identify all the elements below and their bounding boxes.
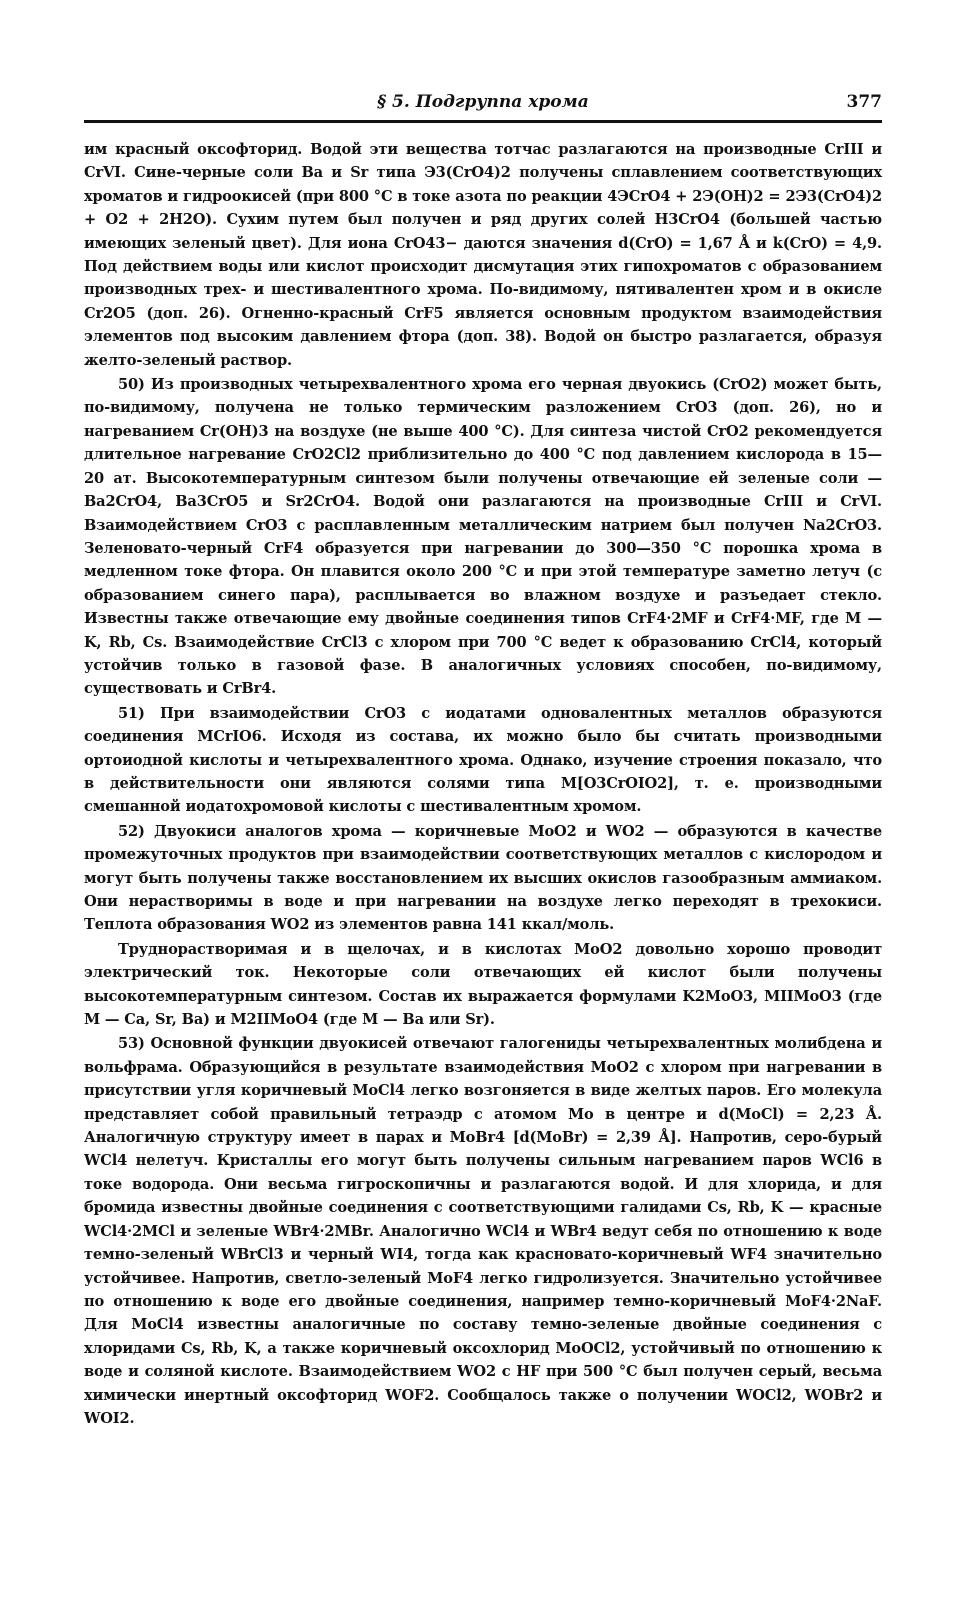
paragraph-note-52: 52) Двуокиси аналогов хрома — коричневые MoO2 и WO2 — образуются в качестве промежуточных продуктов при взаимодействии соответствующих металлов с кислородом и могут быть получены также восстановлением их высших окислов газообразным аммиаком. Они нерастворимы в воде и при нагревании на воздухе легко переходят в трехокиси. Теплота образования WO2 из элементов равна 141 ккал/моль.	[84, 822, 882, 934]
header-rule	[84, 120, 882, 123]
paragraph-note-51: 51) При взаимодействии CrO3 с иодатами одновалентных металлов образуются соединения MCrIO6. Исходя из состава, их можно было бы считать производными ортоиодной кислоты и четырехвалентного хрома. Однако, изучение строения показало, что в действительности они являются солями типа M[O3CrOIO2], т. е. производными смешанной иодатохромовой кислоты с шестивалентным хромом.	[84, 704, 882, 816]
paragraph-note-53: 53) Основной функции двуокисей отвечают галогениды четырехвалентных молибдена и вольфрама. Образующийся в результате взаимодействия MoO2 с хлором при нагревании в присутствии угля коричневый MoCl4 легко возгоняется в виде желтых паров. Его молекула представляет собой правильный тетраэдр с атомом Mo в центре и d(MoCl) = 2,23 Å. Аналогичную структуру имеет в парах и MoBr4 [d(MoBr) = 2,39 Å]. Напротив, серо-бурый WCl4 нелетуч. Кристаллы его могут быть получены сильным нагреванием паров WCl6 в токе водорода. Они весьма гигроскопичны и разлагаются водой. И для хлорида, и для бромида известны двойные соединения с соответствующими галидами Cs, Rb, K — красные WCl4·2MCl и зеленые WBr4·2MBr. Аналогично WCl4 и WBr4 ведут себя по отношению к воде темно-зеленый WBrCl3 и черный WI4, тогда как красновато-коричневый WF4 значительно устойчивее. Напротив, светло-зеленый MoF4 легко гидролизуется. Значительно устойчивее по отношению к воде его двойные соединения, например темно-коричневый MoF4·2NaF. Для MoCl4 известны аналогичные по составу темно-зеленые двойные соединения с хлоридами Cs, Rb, K, а также коричневый оксохлорид MoOCl2, устойчивый по отношению к воде и соляной кислоте. Взаимодействием WO2 с HF при 500 °С был получен серый, весьма химически инертный оксофторид WOF2. Сообщалось также о получении WOCl2, WOBr2 и WOI2.	[84, 1035, 882, 1427]
page-header	[84, 88, 882, 120]
paragraph-continuation: им красный оксофторид. Водой эти вещества тотчас разлагаются на производные CrIII и CrVI. Сине-черные соли Ba и Sr типа Э3(CrO4)2 получены сплавлением соответствующих хроматов и гидроокисей (при 800 °С в токе азота по реакции 4ЭCrO4 + 2Э(OH)2 = 2Э3(CrO4)2 + O2 + 2H2O). Сухим путем был получен и ряд других солей H3CrO4 (большей частью имеющих зеленый цвет). Для иона CrO43− даются значения d(CrO) = 1,67 Å и k(CrO) = 4,9. Под действием воды или кислот происходит дисмутация этих гипохроматов с образованием производных трех- и шестивалентного хрома. По-видимому, пятивалентен хром и в окисле Cr2O5 (доп. 26). Огненно-красный CrF5 является основным продуктом взаимодействия элементов под высоким давлением фтора (доп. 38). Водой он быстро разлагается, образуя желто-зеленый раствор.	[84, 141, 882, 369]
paragraph-note-50: 50) Из производных четырехвалентного хрома его черная двуокись (CrO2) может быть, по-видимому, получена не только термическим разложением CrO3 (доп. 26), но и нагреванием Cr(OH)3 на воздухе (не выше 400 °С). Для синтеза чистой CrO2 рекомендуется длительное нагревание CrO2Cl2 приблизительно до 400 °С под давлением кислорода в 15—20 ат. Высокотемпературным синтезом были получены отвечающие ей зеленые соли — Ba2CrO4, Ba3CrO5 и Sr2CrO4. Водой они разлагаются на производные CrIII и CrVI. Взаимодействием CrO3 с расплавленным металлическим натрием был получен Na2CrO3. Зеленовато-черный CrF4 образуется при нагревании до 300—350 °С порошка хрома в медленном токе фтора. Он плавится около 200 °С и при этой температуре заметно летуч (с образованием синего пара), расплывается во влажном воздухе и разъедает стекло. Известны также отвечающие ему двойные соединения типов CrF4·2MF и CrF4·MF, где М — K, Rb, Cs. Взаимодействие CrCl3 с хлором при 700 °С ведет к образованию CrCl4, который устойчив только в газовой фазе. В аналогичных условиях способен, по-видимому, существовать и CrBr4.	[84, 376, 882, 698]
page-body	[84, 138, 882, 1430]
running-title: § 5. Подгруппа хрома	[377, 92, 589, 112]
page-number: 377	[846, 92, 882, 112]
paragraph-note-52-cont: Труднорастворимая и в щелочах, и в кислотах MoO2 довольно хорошо проводит электрический ток. Некоторые соли отвечающих ей кислот были получены высокотемпературным синтезом. Состав их выражается формулами K2MoO3, MIIMoO3 (где М — Ca, Sr, Ba) и M2IIMoO4 (где М — Ba или Sr).	[84, 940, 882, 1029]
